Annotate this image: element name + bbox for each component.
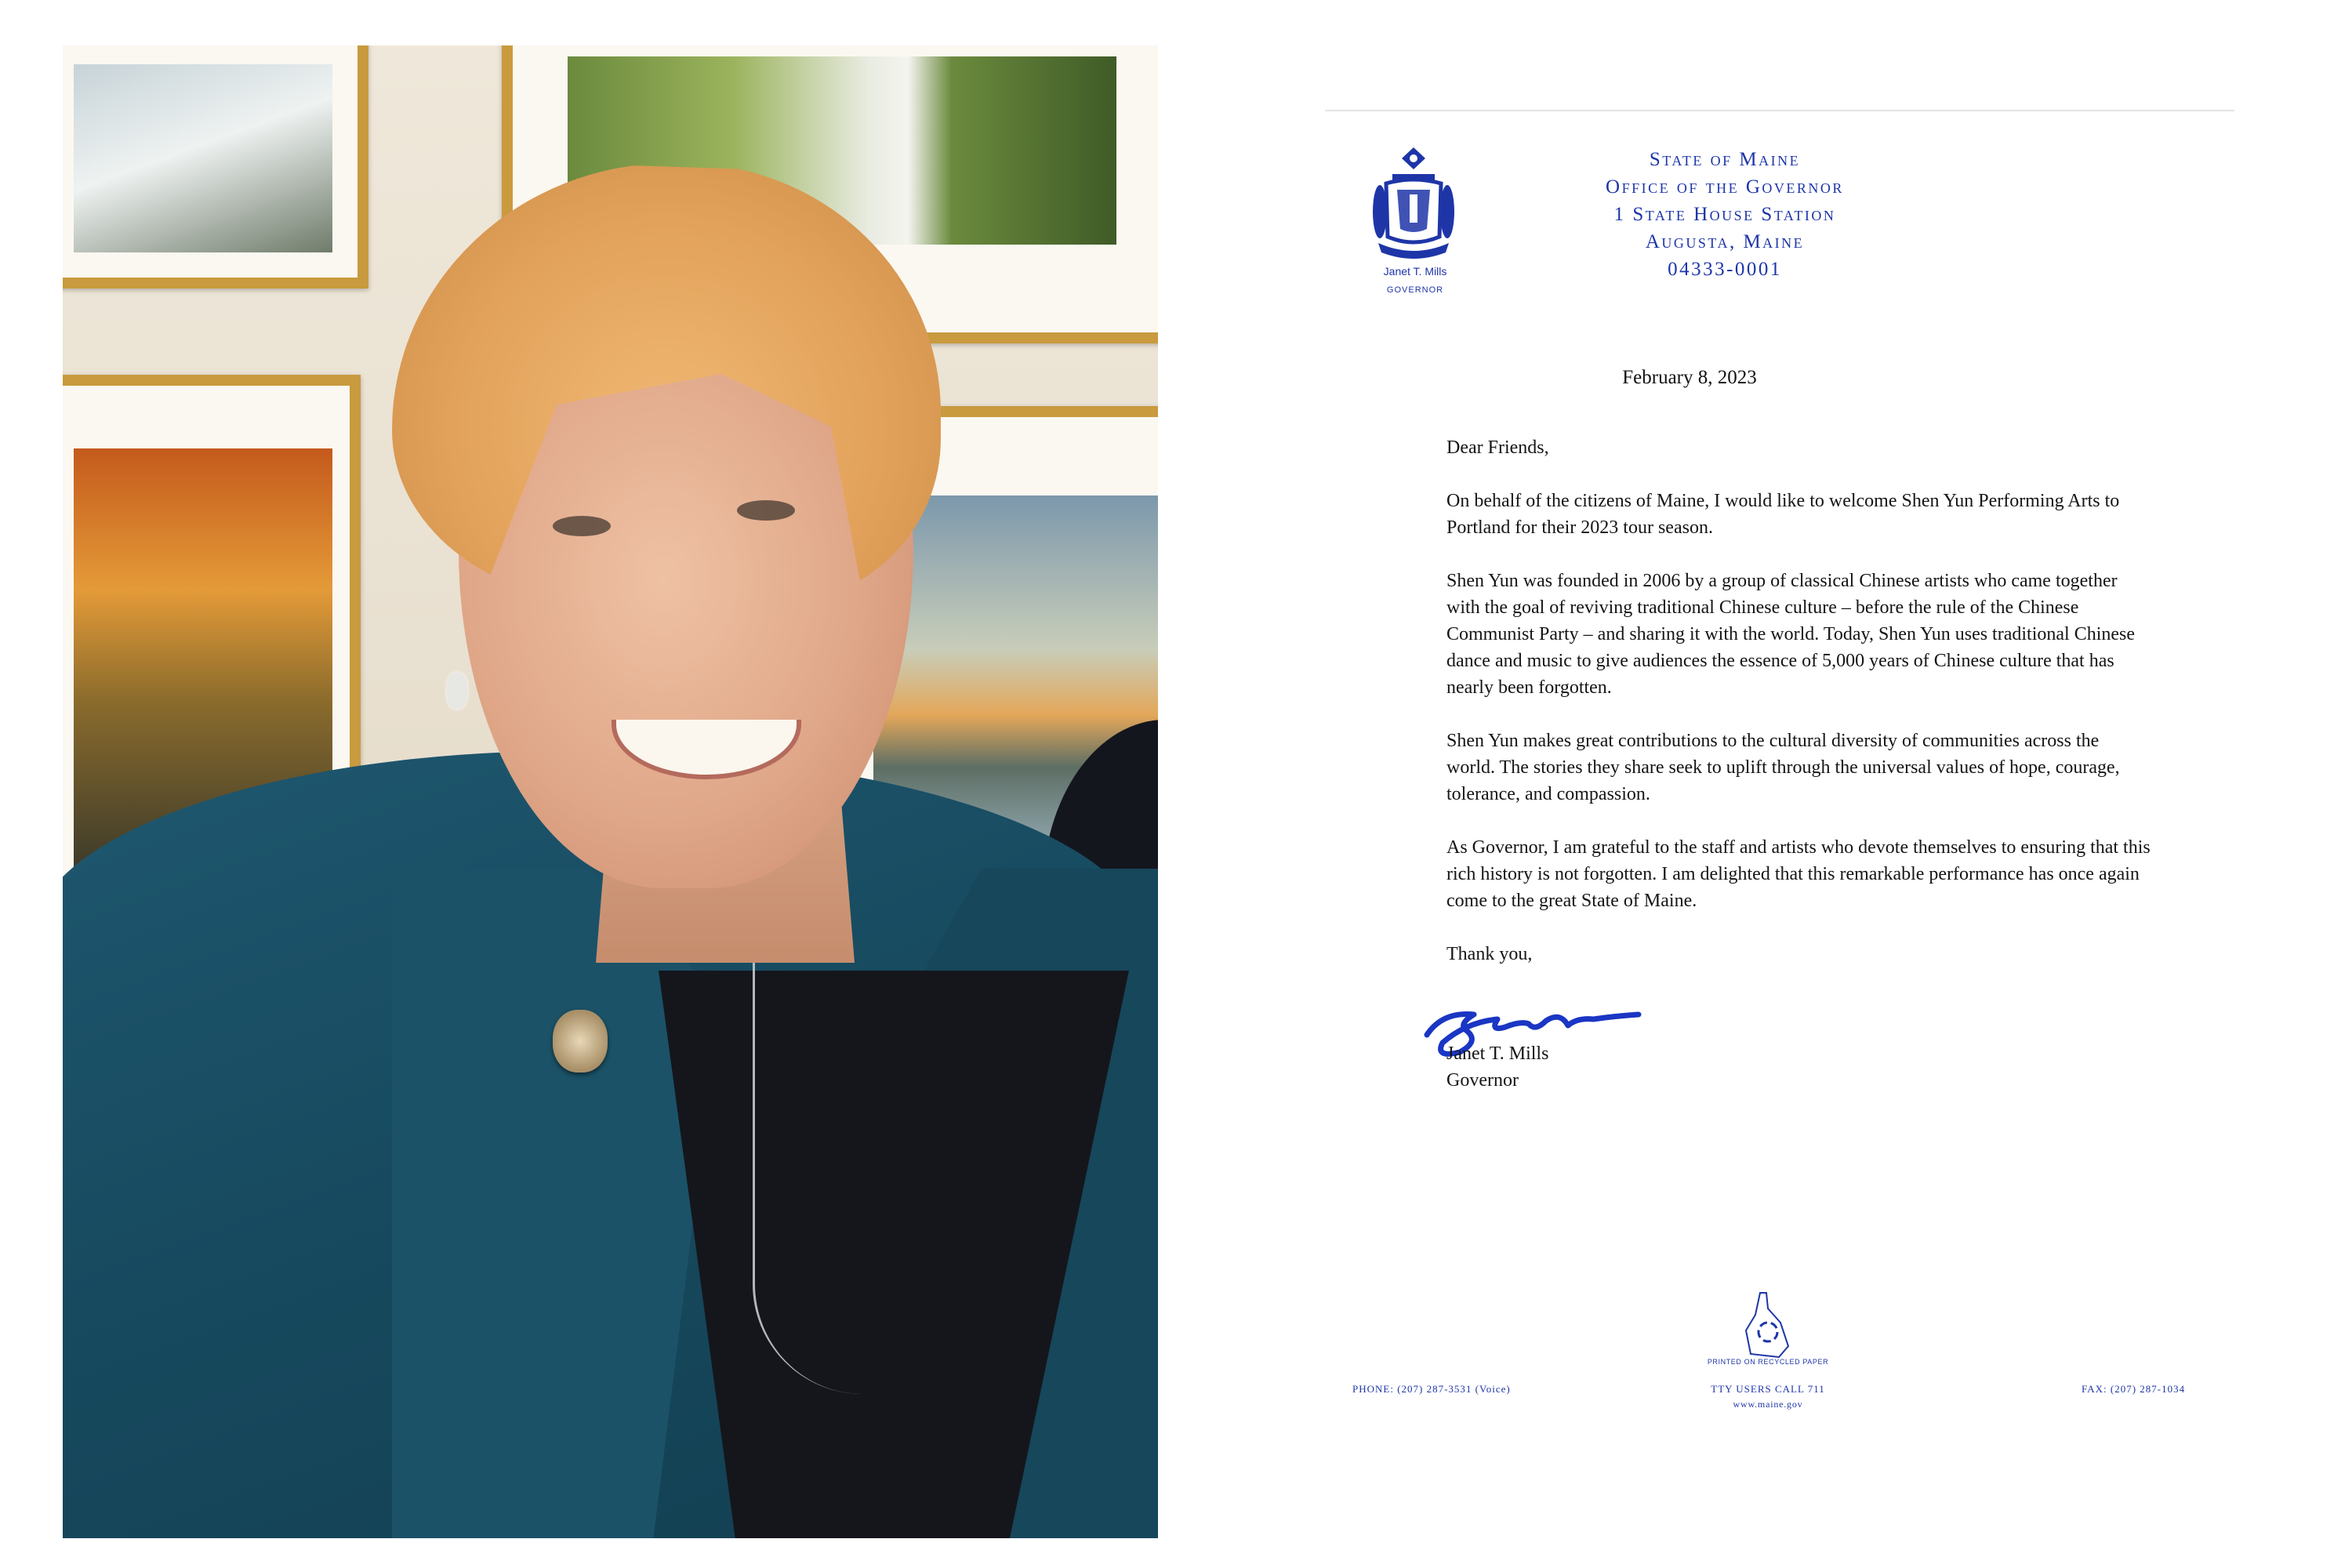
letterhead-line: Augusta, Maine [1645, 231, 1805, 252]
paragraph: On behalf of the citizens of Maine, I would like to welcome Shen Yun Performing Arts to Portland for their 2023 tour season. [1446, 491, 2120, 538]
letterhead-line: 04333-0001 [1668, 259, 1782, 280]
letter-date: February 8, 2023 [1622, 367, 1757, 388]
signer-name: Janet T. Mills [1446, 1044, 1549, 1064]
earring [447, 673, 467, 709]
footer-phone: PHONE: (207) 287-3531 (Voice) [1352, 1383, 1511, 1395]
left-eye [553, 516, 611, 536]
footer-website: www.maine.gov [1733, 1399, 1803, 1410]
right-eye [737, 500, 795, 521]
state-seal-icon [1370, 144, 1457, 262]
silver-necklace [753, 908, 959, 1394]
closing: Thank you, [1446, 944, 1533, 964]
governor-letter [1325, 110, 2234, 1538]
paragraph: Shen Yun was founded in 2006 by a group of classical Chinese artists who came together with the goal of reviving traditional Chinese culture – before the rule of the Chinese Communist Party – and sharing it with the world. Today, Shen Yun uses traditional Chinese dance and music to give audiences the essence of 5,000 years of Chinese culture that has nearly been forgotten. [1446, 571, 2136, 698]
signer-title: Governor [1446, 1070, 1519, 1091]
header-governor-name: Janet T. Mills [1383, 265, 1447, 278]
lapel-brooch [553, 1010, 608, 1073]
letterhead-line: 1 State House Station [1613, 204, 1836, 225]
letterhead-line: State of Maine [1649, 149, 1801, 170]
paragraph: As Governor, I am grateful to the staff and artists who devote themselves to ensuring that this rich history is not forgotten. I am delighted that this remarkable performance has once again come to the great State of Maine. [1446, 837, 2151, 911]
picture-frame-top-left [63, 45, 368, 289]
header-governor-title: GOVERNOR [1386, 285, 1444, 295]
recycled-paper-note: PRINTED ON RECYCLED PAPER [1707, 1358, 1829, 1366]
footer-tty: TTY USERS CALL 711 [1711, 1383, 1825, 1395]
letterhead-address [1529, 146, 1921, 283]
footer-fax: FAX: (207) 287-1034 [2082, 1383, 2186, 1395]
letter-body [1446, 434, 2152, 994]
salutation: Dear Friends, [1446, 437, 1549, 458]
recycle-icon [1744, 1291, 1791, 1359]
paragraph: Shen Yun makes great contributions to the cultural diversity of communities across the world. The stories they share seek to uplift through the universal values of hope, courage, tolerance, and compassion. [1446, 731, 2120, 804]
letterhead-line: Office of the Governor [1606, 176, 1844, 198]
governor-photo [63, 45, 1158, 1538]
signer-block [1446, 1040, 1548, 1094]
